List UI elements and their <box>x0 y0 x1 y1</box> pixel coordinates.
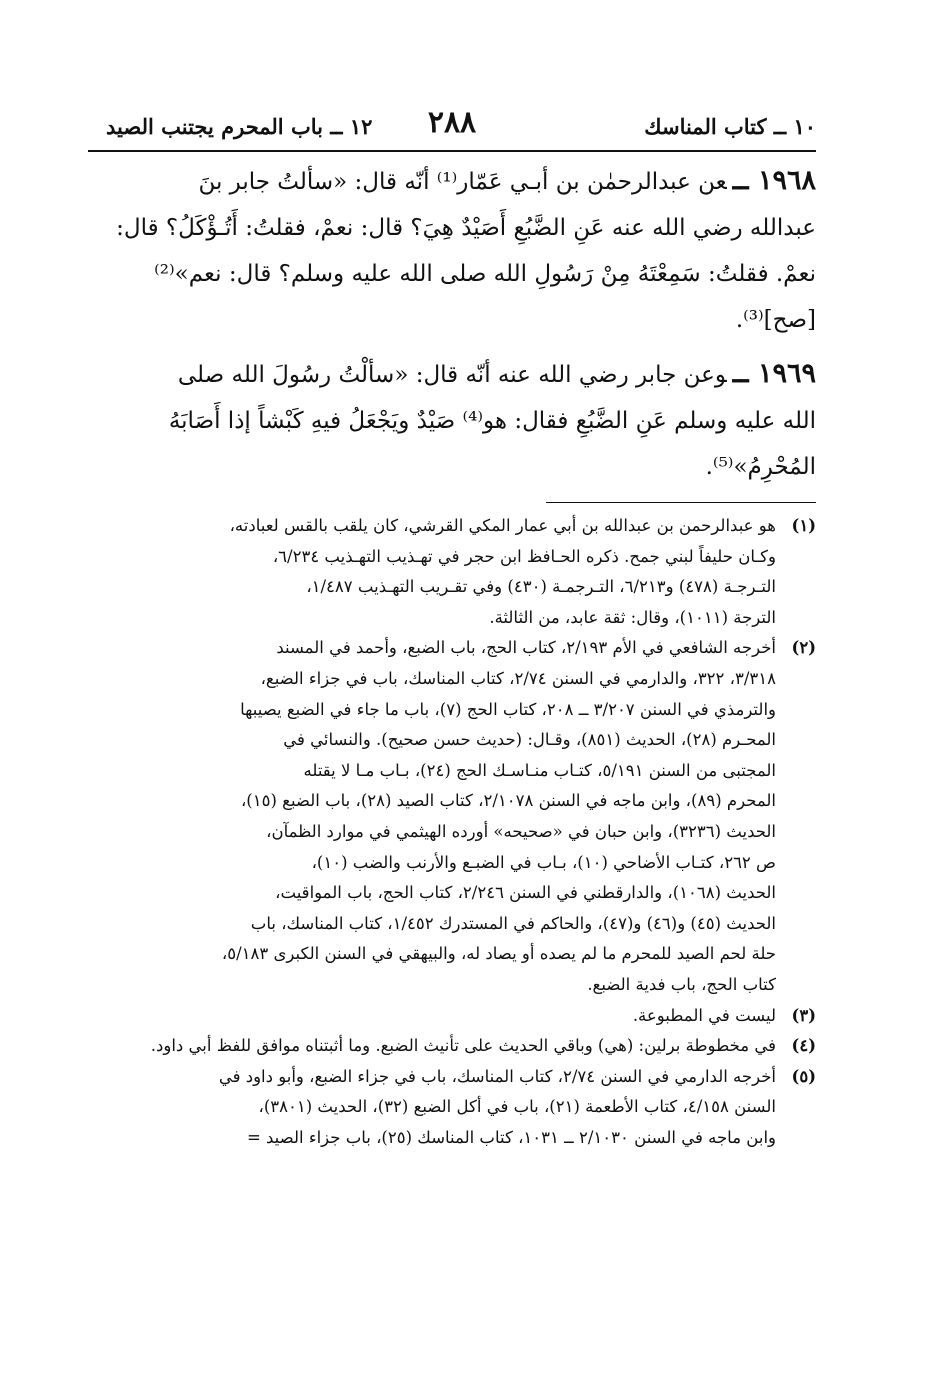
hadith-1969 <box>88 351 816 490</box>
hadith-number: ١٩٦٩ ــ <box>732 358 816 389</box>
running-header <box>88 108 816 146</box>
hadith-line: [صح]⁽³⁾. <box>735 307 816 333</box>
page-number: ٢٨٨ <box>427 108 477 140</box>
footnote-text: في مخطوطة برلين: (هي) وباقي الحديث على تأنيث الضبع. وما أثبتناه موافق للفظ أبي داود. <box>150 1036 776 1056</box>
footnote-5 <box>88 1062 816 1154</box>
hadith-line: ١٩٦٨ ــعن عبدالرحمٰن بن أبـي عَمّار⁽¹⁾ أنّه قال: «سألتُ جابر بنَ <box>198 165 816 196</box>
hadith-line: ١٩٦٩ ــوعن جابر رضي الله عنه أنّه قال: «سألْتُ رسُولَ الله صلى <box>177 358 816 389</box>
footnote-text: هو عبدالرحمن بن عبدالله بن أبي عمار المكي القرشي، كان يلقب بالقس لعبادته، وكـان حليفاً لبني جمح. ذكره الحـافظ ابن حجر في تهـذيب التهـذيب ٦/٢٣٤، التـرجـة (٤٧٨) و٦/٢١٣، التـرجمـة (٤٣٠) وفي تقـريب التهـذيب ١/٤٨٧، الترجة (١٠١١)، وقال: ثقة عابد، من الثالثة. <box>229 516 776 627</box>
hadith-line: نعمْ. فقلتُ: سَمِعْتَهُ مِنْ رَسُولِ الله صلى الله عليه وسلم؟ قال: نعم»⁽²⁾ <box>154 261 816 287</box>
footnote-text: أخرجه الدارمي في السنن ٢/٧٤، كتاب المناسك، باب في جزاء الضبع، وأبو داود في السنن ٤/١٥٨، كتاب الأطعمة (٢١)، باب في أكل الضبع (٣٢)، الحديث (٣٨٠١)، وابن ماجه في السنن ٢/١٠٣٠ ــ ١٠٣١، كتاب المناسك (٢٥)، باب جزاء الصيد = <box>218 1066 776 1147</box>
footnote-1 <box>88 511 816 633</box>
footnote-3 <box>88 1001 816 1032</box>
section-title: ١٢ ــ باب المحرم يجتنب الصيد <box>106 114 373 139</box>
hadith-number: ١٩٦٨ ــ <box>732 165 816 196</box>
book-page <box>88 108 816 1348</box>
footnote-mark: (٢) <box>791 638 816 658</box>
footnote-2 <box>88 633 816 1000</box>
footnote-mark: (٤) <box>791 1036 816 1056</box>
hadith-line: الله عليه وسلم عَنِ الضَّبُعِ فقال: هو⁽⁴⁾ صَيْدٌ ويَجْعَلُ فيهِ كَبْشاً إذا أَصَابَهُ <box>168 408 816 434</box>
header-rule <box>88 150 816 152</box>
footnote-mark: (٣) <box>791 1005 816 1025</box>
footnote-mark: (٥) <box>791 1066 816 1086</box>
footnote-text: أخرجه الشافعي في الأم ٢/١٩٣، كتاب الحج، باب الضبع، وأحمد في المسند ٣/٣١٨، ٣٢٢، والدارمي في السنن ٢/٧٤، كتاب المناسك، باب في جزاء الضبع، والترمذي في السنن ٣/٢٠٧ ــ ٢٠٨، كتاب الحج (٧)، باب ما جاء في الضبع يصيبها المحـرم (٢٨)، الحديث (٨٥١)، وقـال: (حديث حسن صحيح). والنسائي في المجتبى من السنن ٥/١٩١، كتـاب منـاسـك الحج (٢٤)، بـاب مـا لا يقتله المحرم (٨٩)، وابن ماجه في السنن ٢/١٠٧٨، كتاب الصيد (٢٨)، باب الضبع (١٥)، الحديث (٣٢٣٦)، وابن حبان في «صحيحه» أورده الهيثمي في موارد الظمآن، ص ٢٦٢، كتـاب الأضاحي (١٠)، بـاب في الضبـع والأرنب والضب (١٠)، الحديث (١٠٦٨)، والدارقطني في السنن ٢/٢٤٦، كتاب الحج، باب المواقيت، الحديث (٤٥) و(٤٦) و(٤٧)، والحاكم في المستدرك ١/٤٥٢، كتاب المناسك، باب حلة لحم الصيد للمحرم ما لم يصده أو يصاد له، والبيهقي في السنن الكبرى ٥/١٨٣، كتاب الحج، باب فدية الضبع. <box>221 638 776 994</box>
chapter-title: ١٠ ــ كتاب المناسك <box>644 114 816 139</box>
footnote-mark: (١) <box>791 516 816 535</box>
hadith-line: المُحْرِمُ»⁽⁵⁾. <box>705 454 816 480</box>
footnote-separator <box>546 502 816 503</box>
hadith-1968 <box>88 158 816 343</box>
footnote-text: ليست في المطبوعة. <box>632 1005 776 1025</box>
hadith-line: عبدالله رضي الله عنه عَنِ الضَّبُعِ أَصَيْدٌ هِيَ؟ قال: نعمْ، فقلتُ: أَتُـؤْكَلُ؟ قال: <box>116 215 816 241</box>
footnote-4 <box>88 1031 816 1062</box>
